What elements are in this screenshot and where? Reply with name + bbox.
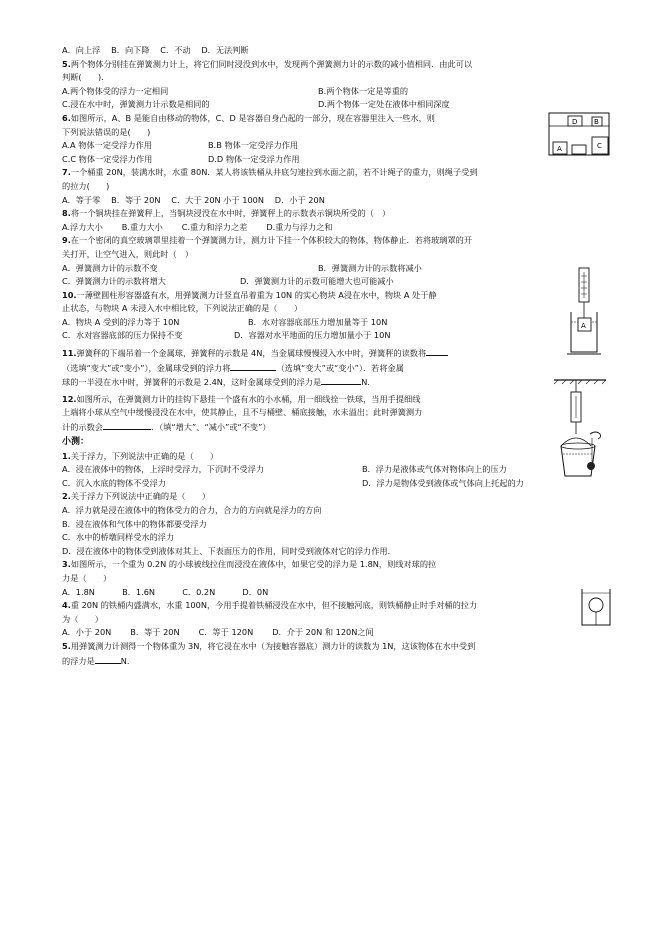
iron-ball [587, 462, 595, 470]
q6-options-ab: A.A 物体一定受浮力作用 B.B 物体一定受浮力作用 [62, 140, 299, 151]
q9-stem-cont: 关打开，让空气进入，则此时（ ） [62, 248, 194, 259]
q11-blank-2[interactable] [230, 361, 276, 371]
t3-figure [580, 585, 612, 627]
t5-blank[interactable] [95, 654, 121, 664]
q11-blank-3[interactable] [321, 375, 361, 385]
q9-stem: 9.在一个密闭的真空玻璃罩里挂着一个弹簧测力计，测力计下挂一个体积较大的物体，物体静止．若将玻璃罩的开 [62, 235, 473, 246]
q11-blank-1[interactable] [426, 346, 448, 356]
fig6-label-b: B [594, 118, 599, 126]
worksheet [62, 44, 608, 668]
q7-options: A．等于零 B．等于 20N C．大于 20N 小于 100N D．小于 20N [62, 194, 325, 205]
t1-stem: 1.关于浮力，下列说法中正确的是（ ） [62, 450, 219, 461]
q6-figure [548, 112, 610, 156]
q5-options-ab: A.两个物体受的浮力一定相同 B.两个物体一定是等重的 [62, 85, 409, 96]
fig6-label-a: A [557, 145, 562, 153]
t1-options-ab: A．浸在液体中的物体，上浮时受浮力，下沉时不受浮力 B．浮力是液体或气体对物体向上的压力 [62, 464, 507, 475]
q6-options-cd: C.C 物体一定受浮力作用 D.D 物体一定受浮力作用 [62, 153, 300, 164]
q9-options-ab: A．弹簧测力计的示数不变 B．弹簧测力计的示数将减小 [62, 262, 422, 273]
q10-options-ab: A．物块 A 受到的浮力等于 10N B．水对容器底部压力增加量等于 10N [62, 316, 388, 327]
q10-stem: 10.一薄壁圆柱形容器盛有水，用弹簧测力计竖直吊着重为 10N 的实心物块 A浸在水中，物块 A 处于静 [62, 289, 437, 300]
q12-stem-cont: 上端将小球从空气中缓慢浸没在水中，使其静止，且不与桶壁、桶底接触，水未溢出；此时弹簧测力 [62, 407, 423, 418]
t5-stem-cont: 的浮力是 N. [62, 655, 130, 666]
t4-stem-cont: 为（ ） [62, 613, 103, 624]
t2-option-c: C．水中的桥墩同样受水的浮力 [62, 532, 175, 543]
t2-stem: 2.关于浮力下列说法中正确的是（ ） [62, 491, 211, 502]
q5-stem: 5.两个物体分别挂在弹簧测力计上，将它们同时浸没到水中，发现两个弹簧测力计的示数的减小值相同．由此可以 [62, 58, 473, 69]
t1-options-cd: C．沉入水底的物体不受浮力 D．浮力是物体受到液体或气体向上托起的力 [62, 477, 524, 488]
q12-stem: 12.如图所示，在弹簧测力计的挂钩下悬挂一个盛有水的小水桶，用一细线拴一铁球，当用手提细线 [62, 393, 421, 404]
t3-options: A．1.8N B．1.6N C．0.2N D．0N [62, 586, 269, 597]
q11-stem: 11.弹簧秤的下端吊着一个金属球，弹簧秤的示数是 4N，当金属球慢慢浸入水中时，弹簧秤的读数将 [62, 346, 608, 361]
q9-options-cd: C．弹簧测力计的示数将增大 D．弹簧测力计的示数可能增大也可能减小 [62, 276, 394, 287]
q11-stem-cont2: 球的一半浸在水中时，弹簧秤的示数是 2.4N，这时金属球受到的浮力是 N. [62, 377, 370, 388]
q12-stem-cont2: 计的示数会 ．（填“增大”、“减小”或“不变”） [62, 422, 271, 433]
q4-options: A．向上浮 B．向下降 C．不动 D．无法判断 [62, 45, 249, 55]
q10-stem-cont: 止状态，与物块 A 未浸入水中相比较，下列说法正确的是（ ） [62, 303, 303, 314]
q11-stem-cont: （选填“变大”或“变小”），金属球受到的浮力将 （选填“变大”或“变小”）．若将金属 [62, 362, 404, 373]
t5-stem: 5.用弹簧测力计测得一个物体重为 3N，将它浸在水中（为接触容器底）测力计的读数为 1N，这该物体在水中受到 [62, 640, 476, 651]
q8-options: A.浮力大小 B.重力大小 C.重力和浮力之差 D.重力与浮力之和 [62, 221, 333, 232]
q10-figure [566, 266, 602, 356]
t2-option-b: B．浸在液体和气体中的物体都要受浮力 [62, 518, 207, 529]
ball [589, 598, 603, 612]
fig6-label-c: C [597, 142, 602, 150]
t2-option-a: A．浮力就是浸在液体中的物体受力的合力，合力的方向就是浮力的方向 [62, 505, 322, 515]
q12-blank[interactable] [103, 420, 151, 430]
q12-figure [552, 376, 608, 482]
q6-stem-cont: 下列说法错误的是( ) [62, 126, 151, 137]
q5-stem-cont: 判断( )． [62, 72, 110, 83]
q7-stem: 7.一个桶重 20N，装满水时，水重 80N．某人将该铁桶从井底匀速拉到水面之前，若不计绳子的重力，则绳子受到 [62, 167, 478, 178]
q5-options-cd: C.浸在水中时，弹簧测力计示数是相同的 D.两个物体一定处在液体中相同深度 [62, 99, 450, 110]
t3-stem: 3.如图所示，一个重为 0.2N 的小球被线拉住而浸没在液体中，如果它受的浮力是 1.8N，则线对球的拉 [62, 559, 437, 570]
t2-option-d: D．浸在液体中的物体受到液体对其上、下表面压力的作用，同时受到液体对它的浮力作用. [62, 545, 391, 556]
fig10-label-a: A [581, 322, 586, 330]
q6-stem: 6.如图所示，A、B 是能自由移动的物体，C、D 是容器自身凸起的一部分，现在容器里注入一些水，则 [62, 112, 435, 123]
t3-stem-cont: 力是（ ） [62, 572, 112, 583]
section-title: 小测： [62, 436, 90, 447]
bucket [561, 446, 595, 476]
q7-stem-cont: 的拉力( ) [62, 180, 110, 191]
q10-options-cd: C．水对容器底部的压力保持不变 D．容器对水平地面的压力增加量小于 10N [62, 330, 391, 341]
fig6-label-d: D [572, 118, 578, 126]
t4-stem: 4.重 20N 的铁桶内盛满水，水重 100N，今用手提着铁桶浸没在水中，但不接触河底，则铁桶静止时手对桶的拉力 [62, 600, 478, 611]
t4-options: A．小于 20N B．等于 20N C．等于 120N D．介于 20N 和 120N之间 [62, 627, 374, 638]
q8-stem: 8.将一个铜块挂在弹簧秤上，当铜块浸没在水中时，弹簧秤上的示数表示铜块所受的（ ） [62, 208, 391, 219]
